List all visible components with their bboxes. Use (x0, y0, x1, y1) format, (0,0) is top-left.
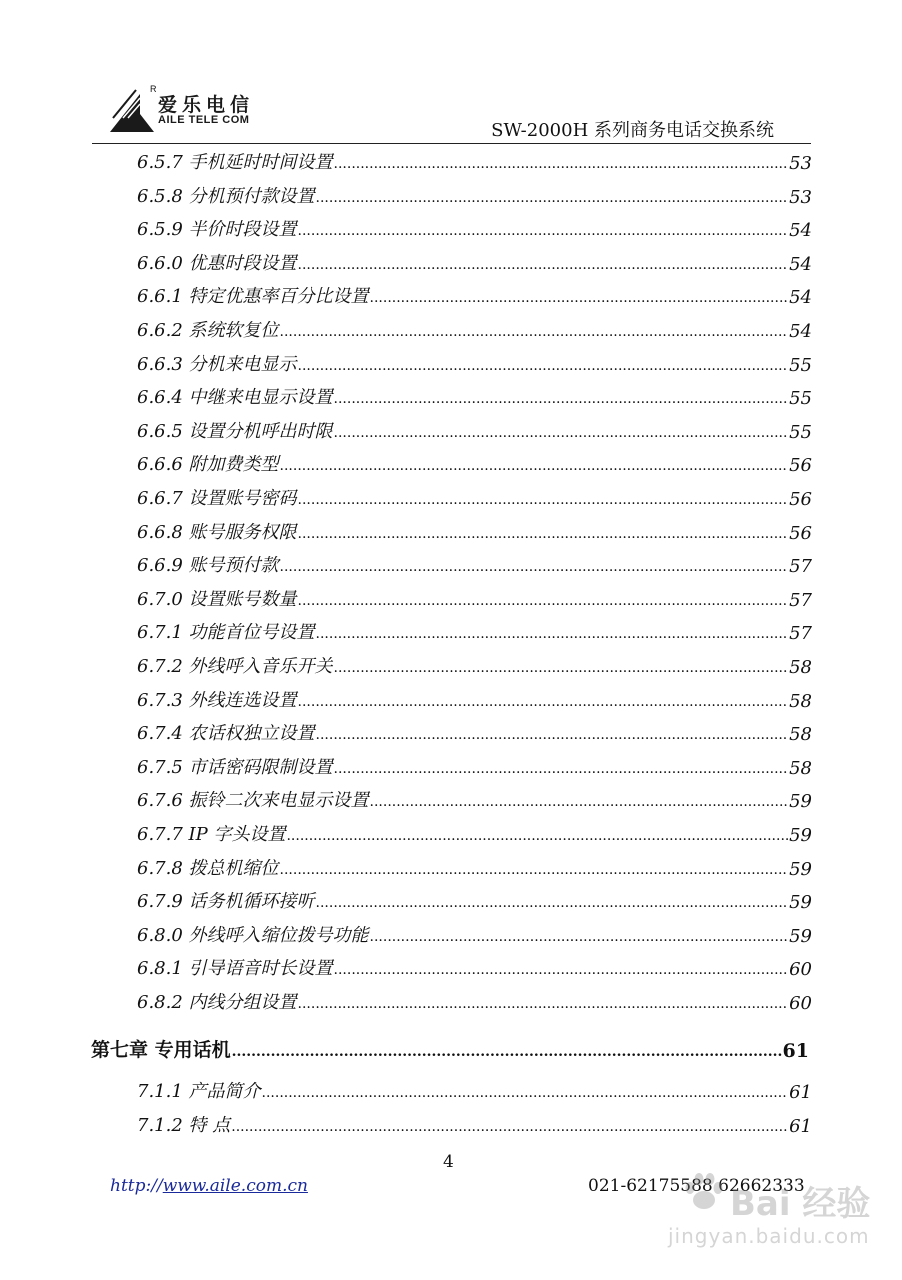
toc-entry-label: 6.7.5 市话密码限制设置 (137, 756, 333, 778)
toc-entry[interactable] (137, 1073, 812, 1103)
toc-dot-leader (370, 790, 789, 812)
toc-entry-page: 60 (789, 993, 812, 1014)
toc-dot-leader (316, 622, 789, 644)
toc-entry-page: 54 (789, 321, 812, 342)
url-link[interactable]: www.aile.com.cn (162, 1176, 308, 1196)
toc-entry[interactable] (137, 816, 812, 846)
page-number: 4 (443, 1152, 454, 1172)
toc-dot-leader (370, 286, 789, 308)
toc-entry-page: 57 (789, 589, 812, 611)
toc-entry[interactable] (137, 883, 812, 913)
toc-dot-leader (298, 992, 789, 1014)
toc-entry-label: 6.7.4 农话权独立设置 (137, 723, 315, 745)
toc-entry[interactable] (137, 144, 812, 174)
toc-entry-label: 第七章 专用话机 (91, 1039, 231, 1061)
toc-dot-leader (280, 858, 789, 880)
toc-dot-leader (370, 925, 789, 947)
toc-entry-page: 55 (789, 421, 812, 443)
toc-dot-leader (316, 891, 789, 913)
toc-entry[interactable] (137, 379, 812, 409)
toc-dot-leader (316, 723, 789, 745)
toc-dot-leader (334, 757, 789, 779)
toc-entry[interactable] (137, 1107, 812, 1137)
toc-entry-page: 60 (789, 959, 812, 981)
toc-entry-label: 7.1.2 特 点 (137, 1114, 231, 1136)
toc-dot-leader (232, 1040, 782, 1062)
toc-entry-page: 53 (789, 153, 812, 174)
toc-entry[interactable] (137, 581, 812, 611)
toc-entry[interactable] (137, 614, 812, 644)
toc-dot-leader (334, 152, 789, 174)
toc-entry[interactable] (137, 984, 812, 1014)
toc-entry-label: 6.6.3 分机来电显示 (137, 353, 297, 375)
paw-icon (680, 1168, 728, 1216)
toc-entry-label: 6.6.4 中继来电显示设置 (137, 387, 333, 409)
toc-entry-page: 59 (789, 925, 812, 947)
toc-entry-page: 56 (789, 455, 812, 477)
toc-dot-leader (298, 690, 789, 712)
toc-entry[interactable] (137, 413, 812, 443)
toc-entry-label: 6.6.7 设置账号密码 (137, 488, 297, 509)
toc-entry-label: 6.6.9 账号预付款 (137, 555, 279, 577)
toc-entry-label: 6.7.1 功能首位号设置 (137, 622, 315, 644)
toc-entry-page: 59 (789, 791, 812, 813)
toc-dot-leader (298, 354, 789, 376)
toc-entry-label: 6.7.3 外线连选设置 (137, 689, 297, 711)
toc-dot-leader (334, 656, 789, 678)
toc-entry-label: 6.5.8 分机预付款设置 (137, 185, 315, 207)
toc-entry[interactable] (137, 278, 812, 308)
phone-numbers: 021-62175588 62662333 (588, 1176, 805, 1196)
toc-entry-label: 6.6.2 系统软复位 (137, 320, 279, 341)
toc-entry-page: 61 (789, 1115, 812, 1137)
toc-entry-page: 59 (789, 825, 812, 846)
toc-entry-label: 6.7.8 拨总机缩位 (137, 857, 279, 879)
toc-entry[interactable] (137, 850, 812, 880)
toc-dot-leader (334, 421, 789, 443)
toc-entry-page: 58 (789, 757, 812, 779)
toc-entry-label: 6.7.0 设置账号数量 (137, 588, 297, 610)
toc-dot-leader (280, 320, 789, 342)
toc-entry[interactable] (137, 312, 812, 342)
toc-entry[interactable] (137, 514, 812, 544)
toc-entry-label: 6.6.5 设置分机呼出时限 (137, 420, 333, 442)
toc-dot-leader (280, 454, 789, 476)
toc-entry-page: 58 (789, 657, 812, 678)
toc-entry-page: 55 (789, 354, 812, 376)
logo-english-name: AILE TELE COM (158, 114, 250, 126)
toc-entry-page: 58 (789, 690, 812, 712)
toc-entry-page: 53 (789, 186, 812, 208)
toc-dot-leader (298, 589, 789, 611)
toc-entry-page: 56 (789, 522, 812, 544)
toc-dot-leader (334, 387, 789, 409)
toc-entry-label: 6.7.7 IP 字头设置 (137, 824, 286, 845)
toc-dot-leader (286, 824, 788, 846)
toc-entry-label: 6.7.9 话务机循环接听 (137, 891, 315, 913)
toc-entry-label: 6.6.0 优惠时段设置 (137, 252, 297, 274)
toc-dot-leader (316, 186, 789, 208)
toc-entry[interactable] (137, 749, 812, 779)
url-prefix: http:// (110, 1176, 163, 1196)
toc-entry-page: 54 (789, 253, 812, 275)
toc-entry[interactable] (137, 446, 812, 476)
baidu-watermark (640, 1150, 870, 1250)
toc-entry[interactable] (137, 782, 812, 812)
company-logo (110, 84, 260, 136)
toc-entry-label: 6.8.1 引导语音时长设置 (137, 958, 333, 980)
toc-entry-label: 6.6.8 账号服务权限 (137, 521, 297, 543)
toc-entry[interactable] (137, 950, 812, 980)
toc-dot-leader (262, 1081, 789, 1103)
toc-entry-label: 6.7.6 振铃二次来电显示设置 (137, 790, 369, 812)
toc-entry-page: 57 (789, 623, 812, 645)
toc-entry-label: 6.5.9 半价时段设置 (137, 219, 297, 241)
toc-entry[interactable] (137, 682, 812, 712)
toc-dot-leader (298, 522, 789, 544)
document-title: SW-2000H 系列商务电话交换系统 (491, 120, 774, 141)
toc-entry-chapter[interactable] (91, 1030, 809, 1062)
toc-entry[interactable] (137, 178, 812, 208)
logo-chinese-name: 爱乐电信 (158, 94, 255, 116)
toc-dot-leader (298, 488, 789, 510)
toc-entry-page: 54 (789, 287, 812, 309)
website-url[interactable] (110, 1176, 308, 1196)
toc-entry-page: 58 (789, 724, 812, 746)
toc-entry[interactable] (137, 211, 812, 241)
watermark-url: jingyan.baidu.com (668, 1224, 870, 1248)
toc-entry-page: 61 (782, 1040, 809, 1062)
toc-entry[interactable] (137, 917, 812, 947)
toc-dot-leader (231, 1115, 788, 1137)
toc-entry-label: 6.5.7 手机延时时间设置 (137, 152, 333, 173)
toc-dot-leader (298, 219, 789, 241)
toc-entry[interactable] (137, 245, 812, 275)
toc-entry-label: 7.1.1 产品简介 (137, 1081, 261, 1102)
page-header (0, 0, 902, 150)
toc-entry[interactable] (137, 346, 812, 376)
toc-dot-leader (298, 253, 789, 275)
toc-entry-page: 57 (789, 556, 812, 578)
logo-mark-icon (110, 88, 154, 132)
watermark-text: Bai 经验 (730, 1184, 871, 1224)
toc-dot-leader (280, 555, 789, 577)
toc-dot-leader (334, 958, 789, 980)
toc-entry-page: 59 (789, 892, 812, 914)
toc-entry[interactable] (137, 480, 812, 510)
toc-entry-page: 55 (789, 388, 812, 410)
toc-entry[interactable] (137, 547, 812, 577)
toc-entry[interactable] (137, 715, 812, 745)
toc-entry-page: 56 (789, 489, 812, 510)
toc-entry-label: 6.8.2 内线分组设置 (137, 992, 297, 1013)
toc-entry-page: 54 (789, 220, 812, 242)
toc-entry-page: 59 (789, 858, 812, 880)
toc-entry[interactable] (137, 648, 812, 678)
toc-entry-label: 6.7.2 外线呼入音乐开关 (137, 656, 333, 677)
toc-entry-label: 6.8.0 外线呼入缩位拨号功能 (137, 924, 369, 946)
registered-mark: R (150, 84, 157, 94)
toc-entry-label: 6.6.6 附加费类型 (137, 454, 279, 476)
toc-entry-page: 61 (789, 1082, 812, 1103)
toc-entry-label: 6.6.1 特定优惠率百分比设置 (137, 286, 369, 308)
